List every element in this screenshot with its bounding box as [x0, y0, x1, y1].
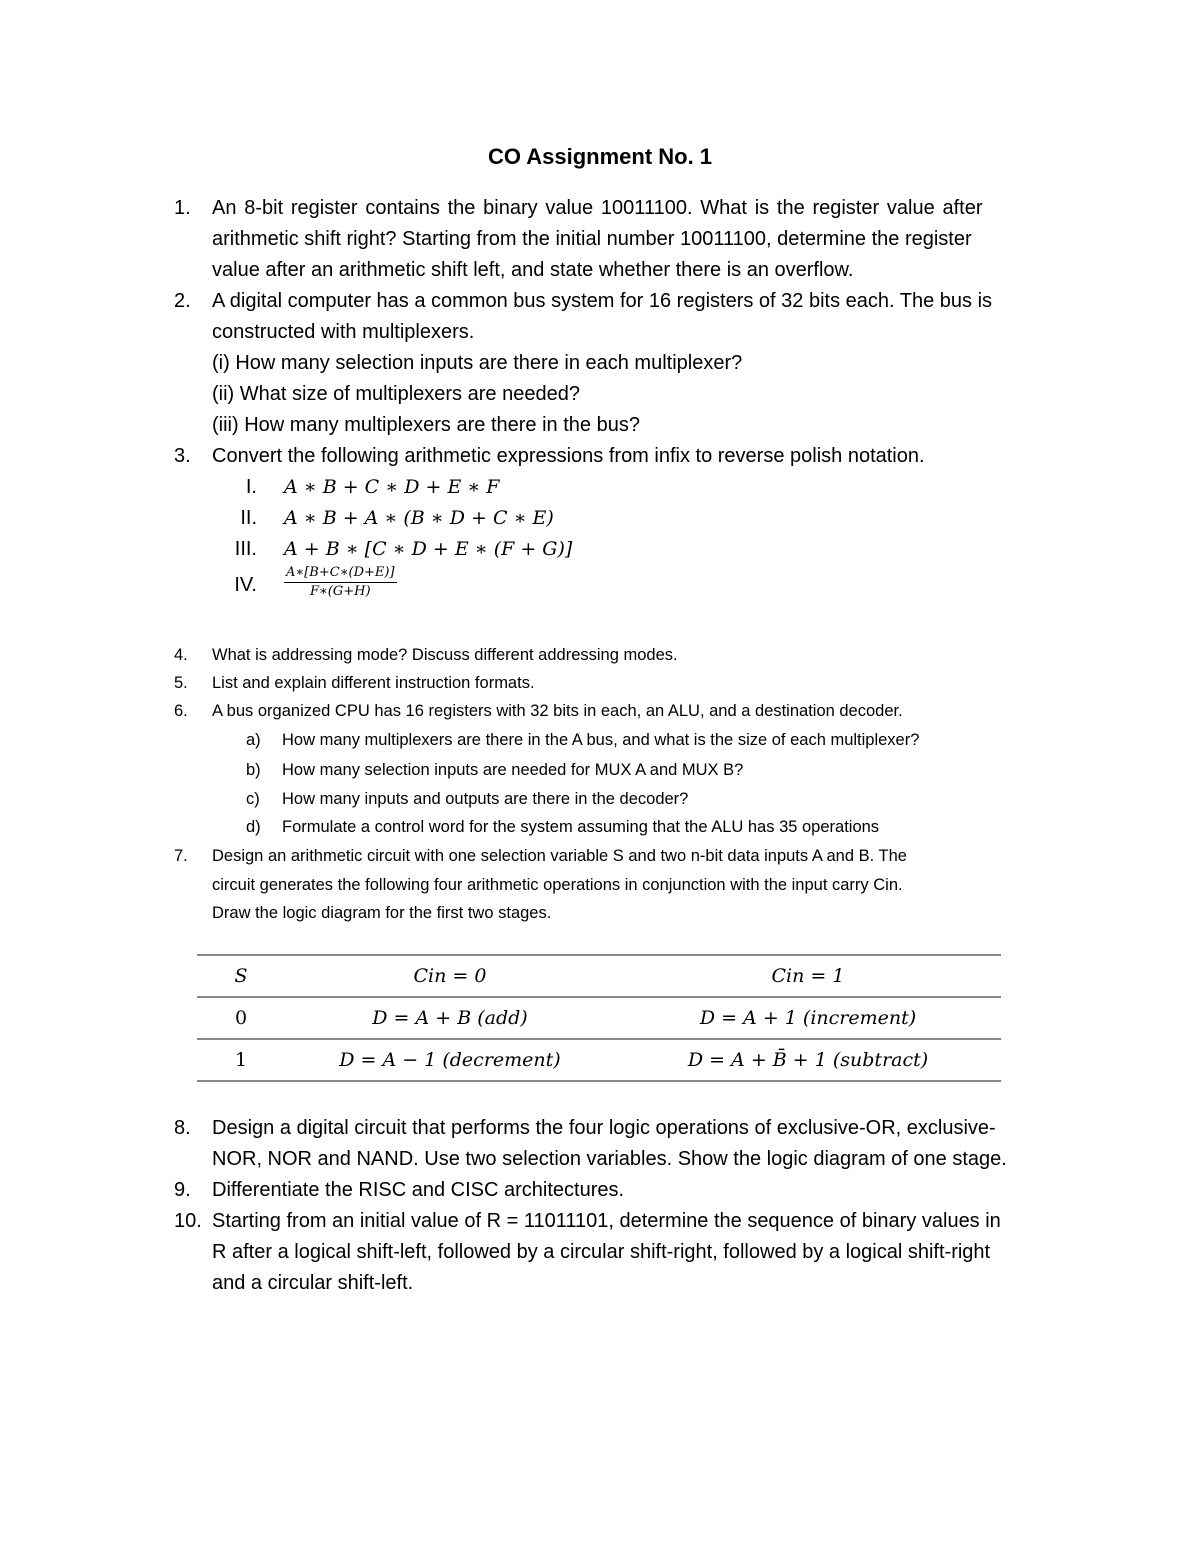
- fraction-numerator: A∗[B+C∗(D+E)]: [284, 564, 397, 583]
- table-header-row: [197, 955, 1001, 997]
- question-line: Draw the logic diagram for the first two stages.: [212, 904, 552, 922]
- question-line: An 8-bit register contains the binary value 10011100. What is the register value after: [212, 197, 983, 219]
- question-line: (iii) How many multiplexers are there in the bus?: [212, 414, 640, 436]
- sub-question-text: How many multiplexers are there in the A bus, and what is the size of each multiplexer?: [282, 731, 920, 749]
- question-text: List and explain different instruction formats.: [212, 674, 535, 692]
- question-5: [174, 669, 1064, 698]
- expression-item: [212, 534, 912, 564]
- question-line: NOR, NOR and NAND. Use two selection variables. Show the logic diagram of one stage.: [212, 1148, 1007, 1170]
- question-line: Design an arithmetic circuit with one selection variable S and two n-bit data inputs A and B. The: [212, 847, 907, 865]
- sub-question-label: a): [246, 731, 261, 749]
- question-text: Convert the following arithmetic expressions from infix to reverse polish notation.: [212, 445, 925, 467]
- question-number: 9.: [174, 1179, 191, 1201]
- table-header-cell: Cin = 0: [285, 955, 615, 997]
- question-2: [174, 286, 1064, 441]
- table-cell: 0: [197, 997, 285, 1039]
- sub-question-text: How many selection inputs are needed for MUX A and MUX B?: [282, 761, 744, 779]
- question-1: [174, 193, 1064, 286]
- expression: A ∗ B + A ∗ (B ∗ D + C ∗ E): [284, 507, 554, 529]
- expression-label: IV.: [234, 574, 257, 596]
- table-row: [197, 997, 1001, 1039]
- expression-label: III.: [234, 538, 257, 560]
- question-line: (i) How many selection inputs are there in each multiplexer?: [212, 352, 743, 374]
- expression-item: [212, 565, 912, 600]
- sub-question-text: Formulate a control word for the system assuming that the ALU has 35 operations: [282, 818, 880, 836]
- expression-label: I.: [245, 476, 257, 498]
- question-text: Differentiate the RISC and CISC architectures.: [212, 1179, 625, 1201]
- sub-question-label: c): [246, 790, 260, 808]
- question-line: and a circular shift-left.: [212, 1272, 414, 1294]
- table-cell: D = A + B (add): [285, 997, 615, 1039]
- question-8: [174, 1113, 1064, 1175]
- fraction-expression: [284, 564, 397, 601]
- expression: A + B ∗ [C ∗ D + E ∗ (F + G)]: [284, 538, 573, 560]
- question-text: What is addressing mode? Discuss different addressing modes.: [212, 646, 678, 664]
- question-line: constructed with multiplexers.: [212, 321, 475, 343]
- question-number: 1.: [174, 197, 191, 219]
- sub-question-label: b): [246, 761, 261, 779]
- question-line: Starting from an initial value of R = 11011101, determine the sequence of binary values in: [212, 1210, 1001, 1232]
- question-6: [174, 697, 1064, 726]
- question-number: 2.: [174, 290, 191, 312]
- table-row: [197, 1039, 1001, 1081]
- question-4: [174, 641, 1064, 670]
- question-line: Design a digital circuit that performs the four logic operations of exclusive-OR, exclusive-: [212, 1117, 996, 1139]
- question-number: 7.: [174, 847, 188, 865]
- question-text: A bus organized CPU has 16 registers with 32 bits in each, an ALU, and a destination decoder.: [212, 702, 903, 720]
- table-cell: D = A + 1 (increment): [615, 997, 1001, 1039]
- question-number: 3.: [174, 445, 191, 467]
- document-title: CO Assignment No. 1: [487, 144, 713, 169]
- expression: A ∗ B + C ∗ D + E ∗ F: [284, 476, 500, 498]
- question-number: 10.: [174, 1210, 202, 1232]
- question-line: value after an arithmetic shift left, and state whether there is an overflow.: [212, 259, 854, 281]
- operations-table: [197, 954, 1001, 1082]
- question-line: R after a logical shift-left, followed by a circular shift-right, followed by a logical shift-right: [212, 1241, 991, 1263]
- question-line: circuit generates the following four arithmetic operations in conjunction with the input carry Cin.: [212, 875, 903, 894]
- question-line: A digital computer has a common bus system for 16 registers of 32 bits each. The bus is: [212, 290, 993, 312]
- table-header-cell: S: [197, 955, 285, 997]
- question-number: 4.: [174, 646, 188, 664]
- question-line: (ii) What size of multiplexers are needed?: [212, 383, 580, 405]
- table-cell: D = A − 1 (decrement): [285, 1039, 615, 1081]
- table-header-cell: Cin = 1: [615, 955, 1001, 997]
- question-7: [174, 842, 1064, 928]
- expression-item: [212, 472, 912, 502]
- table-cell: D = A + B̄ + 1 (subtract): [615, 1039, 1001, 1081]
- question-number: 8.: [174, 1117, 191, 1139]
- question-3: [174, 441, 1064, 472]
- question-10: [174, 1206, 1064, 1299]
- sub-question-text: How many inputs and outputs are there in the decoder?: [282, 790, 689, 808]
- question-9: [174, 1175, 1064, 1206]
- expression-label: II.: [240, 507, 257, 529]
- fraction-denominator: F∗(G+H): [309, 584, 371, 599]
- question-number: 5.: [174, 674, 188, 692]
- expression-item: [212, 503, 912, 533]
- question-line: arithmetic shift right? Starting from the initial number 10011100, determine the register: [212, 228, 972, 250]
- table-cell: 1: [197, 1039, 285, 1081]
- sub-question-label: d): [246, 818, 261, 836]
- question-number: 6.: [174, 702, 188, 720]
